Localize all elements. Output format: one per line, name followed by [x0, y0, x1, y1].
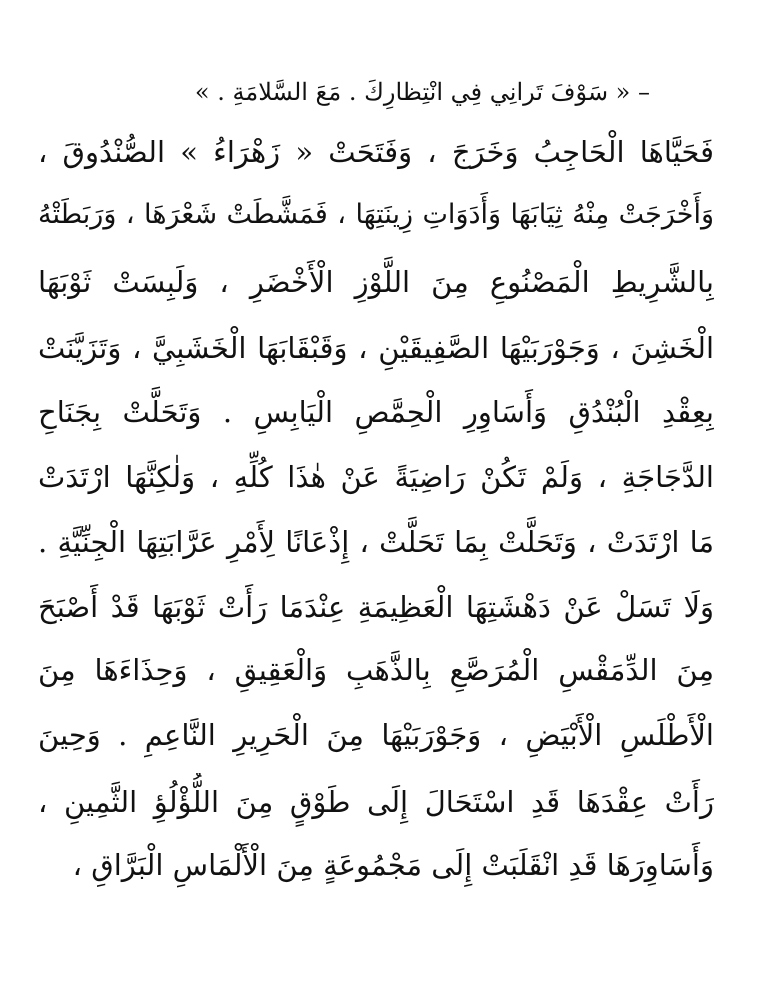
text-line-1: – « سَوْفَ تَرانِي فِي انْتِظارِكَ . مَعَ السَّلامَةِ . »: [194, 78, 650, 106]
text-line-6: بِعِقْدِ الْبُنْدُقِ وَأَسَاوِرِ الْحِمَّصِ الْيَابِسِ . وَتَحَلَّتْ بِجَنَاحِ: [38, 395, 714, 429]
text-line-3: وَأَخْرَجَتْ مِنْهُ ثِيَابَهَا وَأَدَوَاتِ زِينَتِهَا ، فَمَشَّطَتْ شَعْرَهَا ، وَرَبَطَتْهُ: [38, 199, 714, 230]
text-line-5: الْخَشِنَ ، وَجَوْرَبَيْهَا الصَّفِيقَيْنِ ، وَقَبْقَابَهَا الْخَشَبِيَّ ، وَتَزَيَّنَتْ: [38, 331, 714, 365]
text-line-11: الْأَطْلَسِ الْأَبْيَضِ ، وَجَوْرَبَيْهَا مِنَ الْحَرِيرِ النَّاعِمِ . وَحِينَ: [38, 718, 714, 752]
text-line-7: الدَّجَاجَةِ ، وَلَمْ تَكُنْ رَاضِيَةً عَنْ هٰذَا كُلِّهِ ، وَلٰكِنَّهَا ارْتَدَتْ: [38, 460, 714, 494]
text-line-2: فَحَيَّاهَا الْحَاجِبُ وَخَرَجَ ، وَفَتَحَتْ « زَهْرَاءُ » الصُّنْدُوقَ ،: [38, 135, 714, 169]
text-line-10: مِنَ الدِّمَقْسِ الْمُرَصَّعِ بِالذَّهَبِ وَالْعَقِيقِ ، وَحِذَاءَهَا مِنَ: [38, 653, 714, 687]
text-line-12: رَأَتْ عِقْدَهَا قَدِ اسْتَحَالَ إِلَى طَوْقٍ مِنَ اللُّؤْلُؤِ الثَّمِينِ ،: [38, 785, 714, 819]
text-line-4: بِالشَّرِيطِ الْمَصْنُوعِ مِنَ اللَّوْزِ الْأَخْضَرِ ، وَلَبِسَتْ ثَوْبَهَا: [38, 265, 714, 299]
text-line-9: وَلَا تَسَلْ عَنْ دَهْشَتِهَا الْعَظِيمَةِ عِنْدَمَا رَأَتْ ثَوْبَهَا قَدْ أَصْبَحَ: [38, 590, 714, 624]
text-line-8: مَا ارْتَدَتْ ، وَتَحَلَّتْ بِمَا تَحَلَّتْ ، إِذْعَانًا لِأَمْرِ عَرَّابَتِهَا الْجِنِّيَّةِ .: [38, 525, 714, 559]
text-line-13: وَأَسَاوِرَهَا قَدِ انْقَلَبَتْ إِلَى مَجْمُوعَةٍ مِنَ الْأَلْمَاسِ الْبَرَّاقِ ،: [72, 848, 714, 882]
